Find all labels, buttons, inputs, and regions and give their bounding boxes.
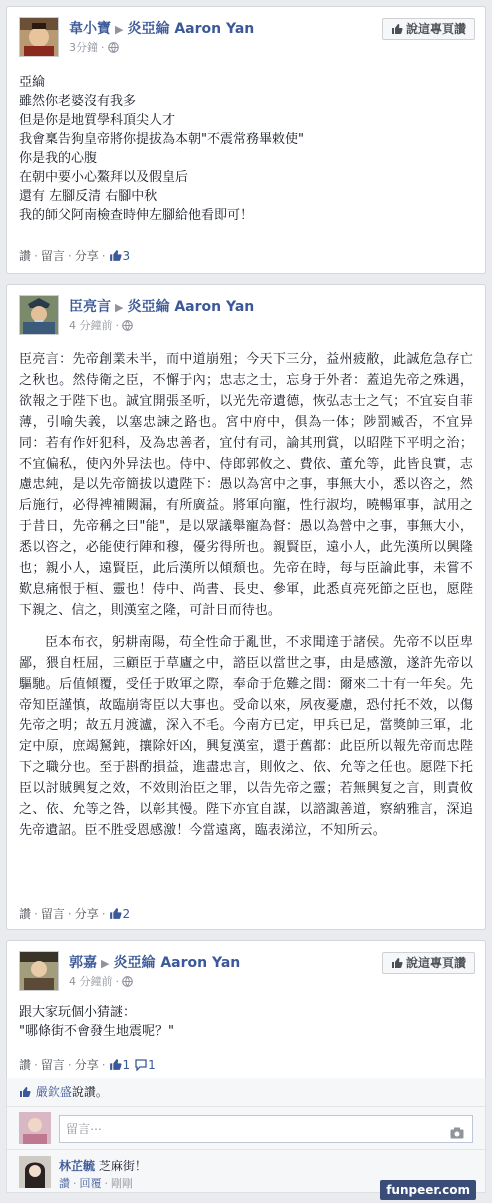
post-meta: 3分鐘 · xyxy=(69,39,119,56)
comment-composer xyxy=(7,1107,485,1150)
share-link[interactable]: 分享 xyxy=(74,1058,99,1072)
avatar[interactable] xyxy=(19,1156,51,1188)
globe-icon xyxy=(122,976,133,990)
watermark: funpeer.com xyxy=(380,1180,476,1200)
comment-link[interactable]: 留言 xyxy=(40,249,65,263)
post-header xyxy=(7,285,485,337)
avatar[interactable] xyxy=(19,17,59,57)
liker-suffix: 說讚。 xyxy=(71,1085,108,1099)
comments-section xyxy=(6,1078,486,1193)
post-actions: 讚 · 留言 · 分享 · 1 1 xyxy=(19,1058,156,1072)
author-name[interactable]: 郭嘉 xyxy=(69,955,97,971)
thumbs-up-icon xyxy=(109,1058,122,1074)
post-body xyxy=(7,993,485,1041)
liker-name[interactable]: 嚴欽盛 xyxy=(35,1085,72,1099)
like-count[interactable]: 1 xyxy=(109,1058,131,1072)
post-text-line: 亞綸 xyxy=(19,75,46,90)
post-meta: 4 分鐘前 · xyxy=(69,973,133,990)
like-count[interactable]: 3 xyxy=(109,249,131,263)
avatar[interactable] xyxy=(19,1112,51,1144)
comment-bubble-icon xyxy=(135,1059,147,1074)
timestamp[interactable]: 3分鐘 xyxy=(69,41,98,54)
arrow-icon: ▶ xyxy=(115,301,124,314)
comment-body: 芝麻街！ xyxy=(98,1159,147,1173)
post-actions: 讚 · 留言 · 分享 · 2 xyxy=(19,907,131,921)
post-text-line: 但是你是地質學科頂尖人才 xyxy=(19,113,176,128)
thumbs-up-icon xyxy=(109,907,122,923)
globe-icon xyxy=(122,320,133,334)
comment-like-link[interactable]: 讚 xyxy=(59,1177,70,1190)
comment-count[interactable]: 1 xyxy=(135,1058,156,1072)
thumbs-up-icon xyxy=(109,249,122,265)
comment-input[interactable] xyxy=(59,1115,473,1143)
likes-summary xyxy=(7,1078,485,1107)
like-link[interactable]: 讚 xyxy=(19,1058,32,1072)
timestamp[interactable]: 4 分鐘前 xyxy=(69,319,113,332)
comment-text xyxy=(59,1157,147,1174)
thumbs-up-icon xyxy=(391,957,403,969)
thumbs-up-icon xyxy=(19,1080,31,1108)
page-like-button[interactable] xyxy=(382,18,475,40)
post-title xyxy=(69,18,254,38)
arrow-icon: ▶ xyxy=(115,23,124,36)
post-text-line: 在朝中要小心鰲拜以及假皇后 xyxy=(19,170,189,185)
arrow-icon: ▶ xyxy=(101,957,110,970)
share-link[interactable]: 分享 xyxy=(74,907,99,921)
globe-icon xyxy=(108,42,119,56)
like-link[interactable]: 讚 xyxy=(19,249,32,263)
post-card xyxy=(6,284,486,930)
timestamp[interactable]: 4 分鐘前 xyxy=(69,975,113,988)
comment-link[interactable]: 留言 xyxy=(40,1058,65,1072)
post-body xyxy=(7,59,485,225)
comment-link[interactable]: 留言 xyxy=(40,907,65,921)
post-header xyxy=(7,941,485,993)
comment-meta: 讚 · 回覆 · 剛剛 xyxy=(59,1177,133,1190)
post-paragraph: 臣亮言：先帝創業未半，而中道崩殂；今天下三分，益州疲敝，此誠危急存亡之秋也。然侍衛之臣，不懈于內；忠志之士，忘身于外者：蓋追先帝之殊遇，欲報之于陛下也。誠宜開張圣听，以光先帝遺德，恢弘志士之气；不宜妄自菲薄，引喻失義，以塞忠諫之路也。宮中府中，俱為一体；陟罰臧否，不宜异同：若有作奸犯科，及為忠善者，宜付有司，論其刑賞，以昭陛下平明之治；不宜偏私，使內外异法也。侍中、侍郎郭攸之、費依、董允等，此皆良實，志慮忠純，是以先帝簡拔以遺陛下：愚以為宮中之事，事無大小，悉以咨之，然后施行，必得裨補闕漏，有所廣益。將軍向寵，性行淑均，曉暢軍事，試用之于昔日，先帝稱之曰"能"，是以眾議舉寵為督：愚以為營中之事，事無大小，悉以咨之，必能使行陣和穆，優劣得所也。親賢臣，遠小人，此先漢所以興隆也；親小人，遠賢臣，此后漢所以傾頹也。先帝在時，每与臣論此事，未嘗不歎息痛恨于桓、靈也！侍中、尚書、長史、參軍，此悉貞亮死節之臣也，愿陛下親之、信之，則漢室之隆，可計日而待也。 xyxy=(19,352,473,618)
author-name[interactable]: 臣亮言 xyxy=(69,299,111,315)
share-link[interactable]: 分享 xyxy=(74,249,99,263)
comment-time[interactable]: 剛剛 xyxy=(111,1177,133,1190)
page-like-button[interactable] xyxy=(382,952,475,974)
post-text-line: "哪條街不會發生地震呢？" xyxy=(19,1024,174,1039)
post-text-line: 你是我的心腹 xyxy=(19,151,98,166)
post-text-line: 我會稟告狗皇帝將你提拔為本朝"不震常務畢敕使" xyxy=(19,132,304,147)
avatar[interactable] xyxy=(19,295,59,335)
post-text-line: 跟大家玩個小猜謎： xyxy=(19,1005,137,1020)
target-page-name[interactable]: 炎亞綸 Aaron Yan xyxy=(113,955,241,971)
commenter-name[interactable]: 林芷毓 xyxy=(59,1159,96,1173)
post-text-line: 雖然你老婆沒有我多 xyxy=(19,94,137,109)
post-card xyxy=(6,940,486,1078)
thumbs-up-icon xyxy=(391,23,403,35)
post-meta: 4 分鐘前 · xyxy=(69,317,133,334)
post-card xyxy=(6,6,486,274)
like-link[interactable]: 讚 xyxy=(19,907,32,921)
post-actions: 讚 · 留言 · 分享 · 3 xyxy=(19,249,131,263)
page-like-label: 說這專頁讚 xyxy=(405,22,466,36)
post-title xyxy=(69,952,240,972)
post-body xyxy=(7,337,485,842)
post-header xyxy=(7,7,485,59)
post-title xyxy=(69,296,254,316)
post-text-line: 我的師父阿南檢查時伸左腳給他看即可！ xyxy=(19,208,254,223)
reply-link[interactable]: 回覆 xyxy=(79,1177,102,1190)
comment-placeholder: 留言⋯ xyxy=(66,1122,103,1136)
camera-icon[interactable] xyxy=(450,1122,464,1148)
post-text-line: 還有 左腳反清 右腳中秋 xyxy=(19,189,158,204)
page-like-label: 說這專頁讚 xyxy=(405,956,466,970)
target-page-name[interactable]: 炎亞綸 Aaron Yan xyxy=(127,21,255,37)
author-name[interactable]: 韋小寶 xyxy=(69,21,111,37)
avatar[interactable] xyxy=(19,951,59,991)
post-paragraph: 臣本布衣，躬耕南陽，苟全性命于亂世，不求聞達于諸侯。先帝不以臣卑鄙，猥自枉屈，三顧臣于草廬之中，諮臣以當世之事，由是感激，遂許先帝以驅馳。后值傾覆，受任于敗軍之際，奉命于危難之間：爾來二十有一年矣。先帝知臣謹慎，故臨崩寄臣以大事也。受命以來，夙夜憂慮，恐付托不效，以傷先帝之明；故五月渡瀘，深入不毛。今南方已定，甲兵已足，當獎帥三軍，北定中原，庶竭駑鈍，攘除奸凶，興复漢室，還于舊都：此臣所以報先帝而忠陛下之職分也。至于斟酌損益，進盡忠言，則攸之、依、允等之任也。愿陛下托臣以討賊興复之效，不效則治臣之罪，以告先帝之靈；若無興复之言，則責攸之、依、允等之咎，以彰其慢。陛下亦宜自謀，以諮諏善道，察納雅言，深追先帝遺詔。臣不胜受恩感激！今當遠离，臨表涕泣，不知所云。 xyxy=(19,634,473,838)
target-page-name[interactable]: 炎亞綸 Aaron Yan xyxy=(127,299,255,315)
like-count[interactable]: 2 xyxy=(109,907,131,921)
